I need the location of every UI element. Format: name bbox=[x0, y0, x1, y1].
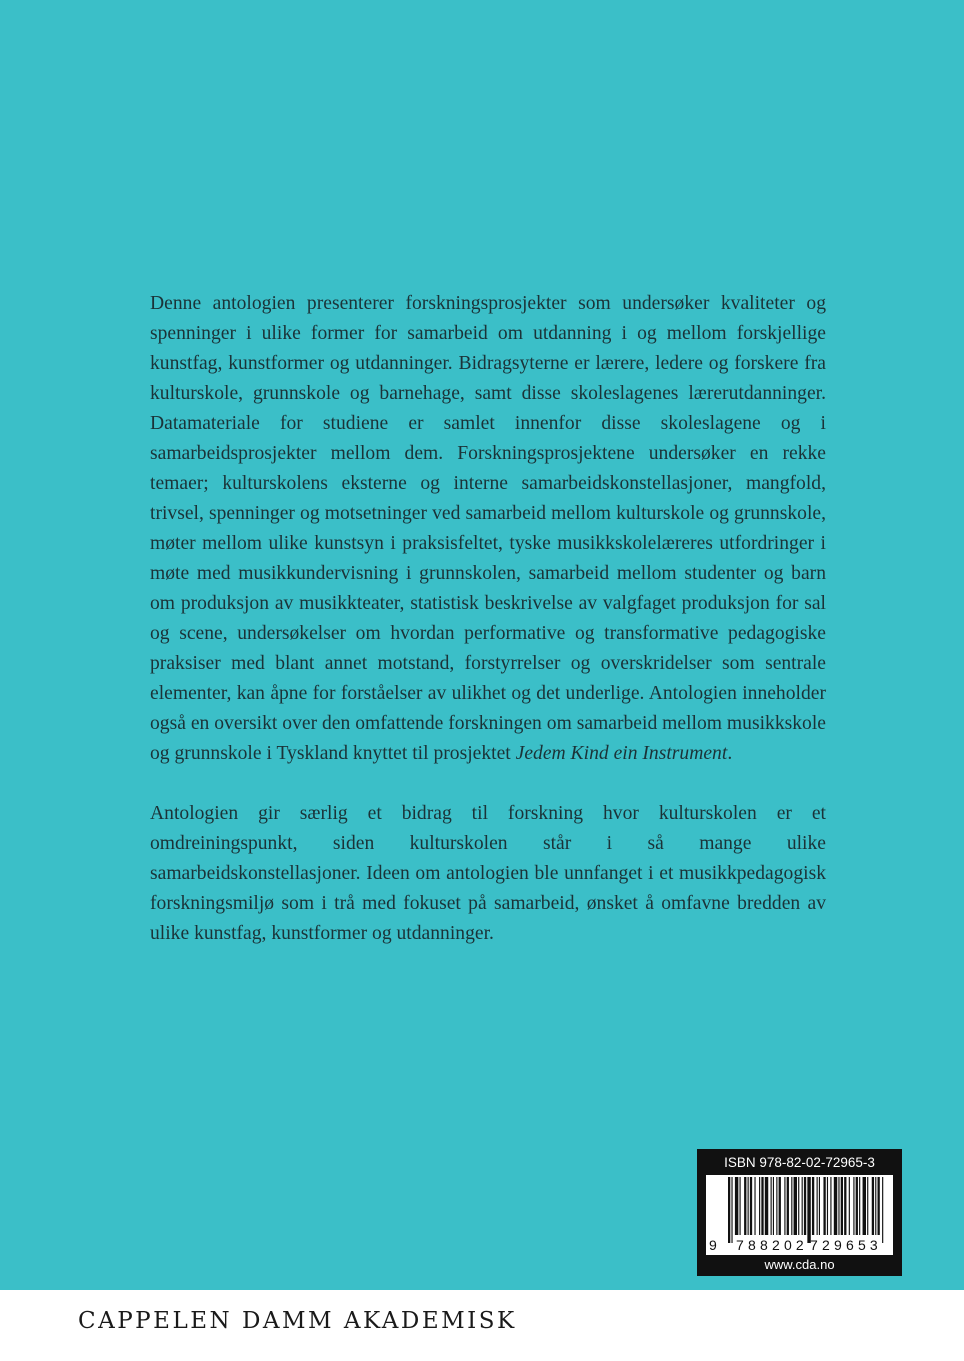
barcode-digit-prefix: 9 bbox=[709, 1237, 717, 1253]
barcode-bar bbox=[794, 1177, 797, 1235]
barcode-bar bbox=[748, 1177, 749, 1235]
barcode-bar bbox=[849, 1177, 850, 1235]
barcode-bar bbox=[830, 1177, 831, 1235]
barcode-bar bbox=[817, 1177, 818, 1235]
barcode-digit-group-left: 788202 bbox=[736, 1237, 808, 1253]
barcode-bar bbox=[804, 1177, 806, 1235]
barcode-bar bbox=[859, 1177, 860, 1235]
barcode-digits bbox=[706, 1235, 893, 1255]
barcode-bar bbox=[827, 1177, 828, 1235]
barcode-bar bbox=[853, 1177, 854, 1235]
paragraph-1-text: Denne antologien presenterer forskningsprosjekter som undersøker kvaliteter og spenninger i ulike former for samarbeid om utdanning i og mellom forskjellige kunstfag, kunstformer og utdanninger. Bidragsyterne er lærere, ledere og forskere fra kulturskole, grunnskole og barnehage, samt disse skoleslagenes lærerutdanninger. Datamateriale for studiene er samlet innenfor disse skoleslagene og i samarbeidsprosjekter mellom dem. Forskningsprosjektene undersøker en rekke temaer; kulturskolens eksterne og interne samarbeidskonstellasjoner, mangfold, trivsel, spenninger og motsetninger ved samarbeid mellom kulturskole og grunnskole, møter mellom ulike kunstsyn i praksisfeltet, tyske musikkskolelæreres utfordringer i møte med musikkundervisning i grunnskolen, samarbeid mellom studenter og barn om produksjon av musikkteater, statistisk beskrivelse av valgfaget produksjon for sal og scene, undersøkelser om hvordan performative og transformative pedagogiske praksiser med blant annet motstand, forstyrrelser og overskridelser som sentrale elementer, kan åpne for forståelser av ulikhet og det underlige. Antologien inneholder også en oversikt over den omfattende forskningen om samarbeid mellom musikkskole og grunnskole i Tyskland knyttet til prosjektet bbox=[150, 293, 826, 764]
barcode-bar bbox=[807, 1177, 810, 1243]
barcode-bar bbox=[761, 1177, 763, 1235]
barcode-bar bbox=[779, 1177, 781, 1235]
barcode-bar bbox=[844, 1177, 846, 1235]
barcode-bar bbox=[834, 1177, 837, 1235]
paragraph-1-end: . bbox=[727, 743, 733, 764]
barcode-bar bbox=[819, 1177, 820, 1235]
barcode-bar bbox=[754, 1177, 755, 1235]
barcode-bar bbox=[765, 1177, 768, 1235]
barcode-bar bbox=[878, 1177, 880, 1235]
publisher-logo: CAPPELEN DAMM AKADEMISK bbox=[78, 1308, 517, 1334]
barcode-bar bbox=[740, 1177, 741, 1235]
barcode-bar bbox=[773, 1177, 774, 1235]
barcode-bar bbox=[882, 1177, 883, 1243]
barcode-bar bbox=[863, 1177, 866, 1235]
barcode bbox=[706, 1175, 893, 1255]
barcode-bar bbox=[776, 1177, 777, 1235]
barcode-bar bbox=[791, 1177, 792, 1235]
barcode-bar bbox=[735, 1177, 738, 1235]
barcode-bar bbox=[802, 1177, 803, 1235]
barcode-bar bbox=[812, 1177, 814, 1235]
barcode-bar bbox=[759, 1177, 760, 1235]
barcode-bar bbox=[787, 1177, 789, 1235]
blurb-paragraph-1 bbox=[150, 289, 826, 769]
barcode-bar bbox=[750, 1177, 752, 1235]
barcode-bar bbox=[856, 1177, 858, 1235]
project-title: Jedem Kind ein Instrument bbox=[515, 743, 728, 764]
barcode-bar bbox=[771, 1177, 772, 1235]
barcode-bar bbox=[731, 1177, 732, 1243]
isbn-label: ISBN 978-82-02-72965-3 bbox=[724, 1155, 875, 1170]
isbn-barcode-box bbox=[697, 1149, 902, 1276]
publisher-url: www.cda.no bbox=[764, 1257, 835, 1272]
barcode-bar bbox=[872, 1177, 874, 1235]
barcode-digit-group-right: 729653 bbox=[810, 1237, 882, 1253]
barcode-bar bbox=[798, 1177, 799, 1235]
barcode-bar bbox=[838, 1177, 839, 1235]
barcode-bar bbox=[841, 1177, 843, 1235]
publisher-bar bbox=[0, 1290, 964, 1361]
barcode-bar bbox=[823, 1177, 825, 1235]
barcode-bar bbox=[867, 1177, 868, 1235]
barcode-bar bbox=[744, 1177, 746, 1235]
barcode-bar bbox=[728, 1177, 730, 1243]
barcode-bar bbox=[875, 1177, 876, 1235]
barcode-bar bbox=[784, 1177, 785, 1235]
blurb-text bbox=[150, 289, 826, 949]
blurb-paragraph-2: Antologien gir særlig et bidrag til forskning hvor kulturskolen er et omdreiningspunkt, siden kulturskolen står i så mange ulike samarbeidskonstellasjoner. Ideen om antologien ble unnfanget i et musikkpedagogisk forskningsmiljø som i trå med fokuset på samarbeid, ønsket å omfavne bredden av ulike kunstfag, kunstformer og utdanninger. bbox=[150, 803, 826, 944]
